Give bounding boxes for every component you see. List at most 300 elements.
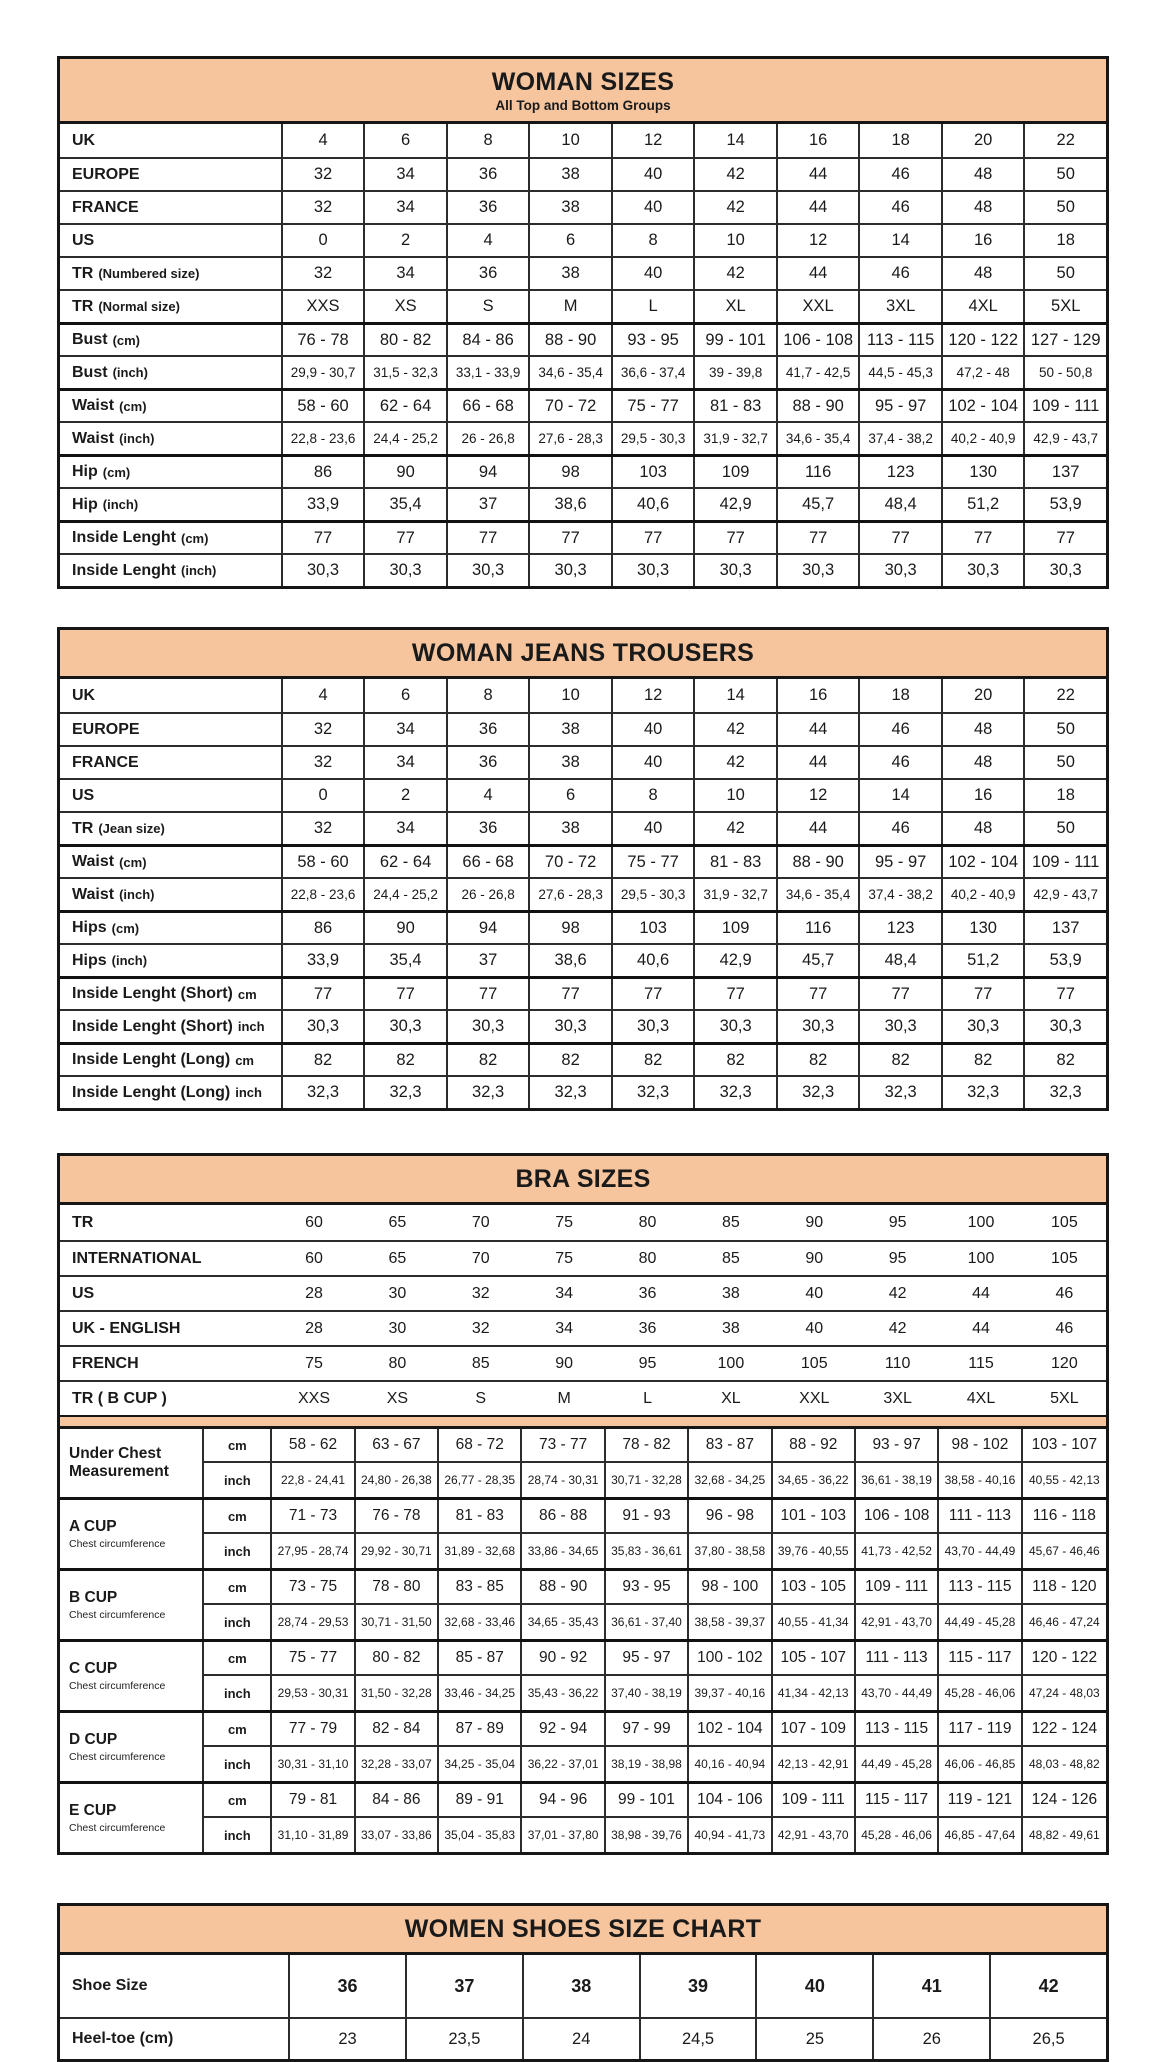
row-label-text: Waist xyxy=(72,853,115,870)
value-cell: 98 xyxy=(530,913,613,943)
row-label xyxy=(60,258,283,289)
value-cell: 46 xyxy=(1055,1319,1074,1337)
value-cell: 47,2 - 48 xyxy=(943,357,1026,388)
value-cell: 77 xyxy=(530,523,613,553)
table-title: WOMAN JEANS TROUSERS xyxy=(411,639,755,667)
table-row xyxy=(60,355,1106,388)
value-cell: 76 - 78 xyxy=(283,325,366,355)
value-cell: 40,94 - 41,73 xyxy=(689,1818,772,1852)
row-label-text: Heel-toe (cm) xyxy=(72,2030,174,2047)
cup-row-group xyxy=(60,1429,1106,1497)
row-label-text: Waist xyxy=(72,429,115,447)
table-row xyxy=(60,1955,1106,2017)
value-cell: 46 xyxy=(860,159,943,190)
value-cell: 12 xyxy=(778,780,861,811)
row-label xyxy=(60,357,283,388)
value-cell: 30,3 xyxy=(943,1011,1026,1042)
value-cell: XL xyxy=(721,1389,741,1407)
value-cell: 32 xyxy=(283,192,366,223)
value-cell: 42 xyxy=(695,813,778,844)
row-label-text: Inside Lenght (Short) xyxy=(72,985,233,1002)
value-cell: 44 xyxy=(972,1319,990,1337)
cup-sublabel: Chest circumference xyxy=(69,1679,166,1692)
value-cell: 124 - 126 xyxy=(1023,1784,1106,1818)
table-row xyxy=(60,844,1106,877)
table-row xyxy=(60,1042,1106,1075)
value-cell: 116 xyxy=(778,913,861,943)
row-label-text: TR xyxy=(72,819,94,837)
table-row xyxy=(60,2017,1106,2059)
row-label xyxy=(60,747,283,778)
value-cell: 40,2 - 40,9 xyxy=(943,423,1026,454)
value-cell: 42 xyxy=(695,192,778,223)
value-cell: 109 - 111 xyxy=(773,1784,856,1818)
value-cell: 38,58 - 39,37 xyxy=(689,1605,772,1639)
value-cell: 94 - 96 xyxy=(522,1784,605,1818)
table-subtitle: All Top and Bottom Groups xyxy=(495,98,671,113)
table-row xyxy=(60,124,1106,157)
value-cell: 87 - 89 xyxy=(439,1713,522,1747)
value-cell: 65 xyxy=(388,1213,407,1231)
value-cell: 38,19 - 38,98 xyxy=(606,1747,689,1781)
value-cell: 45,7 xyxy=(778,489,861,520)
value-cell: 35,04 - 35,83 xyxy=(439,1818,522,1852)
value-cell: 73 - 75 xyxy=(272,1571,355,1605)
value-cell: 43,70 - 44,49 xyxy=(856,1676,939,1710)
value-cell: 14 xyxy=(695,679,778,712)
value-cell: 8 xyxy=(613,225,696,256)
value-cell: 28 xyxy=(305,1319,323,1337)
row-label xyxy=(60,1205,272,1240)
value-cell: 32,3 xyxy=(943,1077,1026,1108)
value-cell: 95 xyxy=(888,1213,907,1231)
value-cell: 77 xyxy=(530,979,613,1009)
value-cell: 36 xyxy=(448,159,531,190)
value-cell: 14 xyxy=(860,780,943,811)
table-row xyxy=(60,1380,1106,1415)
row-label xyxy=(60,124,283,157)
value-cell: 50 xyxy=(1056,165,1075,183)
table-title: WOMAN SIZES xyxy=(491,68,675,96)
row-label-text: Hips xyxy=(72,951,107,969)
value-cell: 33,1 - 33,9 xyxy=(448,357,531,388)
row-label-text: Bust xyxy=(72,363,108,381)
cup-sublabel: Chest circumference xyxy=(69,1821,166,1834)
row-label-unit: (cm) xyxy=(111,920,140,936)
value-cell: 40 xyxy=(757,1955,874,2017)
row-label-text: Inside Lenght xyxy=(72,529,176,546)
value-cell: 31,9 - 32,7 xyxy=(695,423,778,454)
value-cell: 90 xyxy=(555,1354,574,1372)
value-cell: 88 - 90 xyxy=(778,391,861,421)
row-label-text: Inside Lenght (Long) xyxy=(72,1051,231,1068)
value-cell: 36,6 - 37,4 xyxy=(613,357,696,388)
value-cell: M xyxy=(557,1389,571,1407)
value-cell: 58 - 60 xyxy=(283,847,366,877)
value-cell: 44,49 - 45,28 xyxy=(856,1747,939,1781)
value-cell: 77 - 79 xyxy=(272,1713,355,1747)
table-title: BRA SIZES xyxy=(515,1165,651,1193)
value-cell: 120 xyxy=(1051,1354,1078,1372)
value-cell: 16 xyxy=(943,780,1026,811)
unit-inch-label: inch xyxy=(204,1463,272,1497)
table-row xyxy=(60,1275,1106,1310)
value-cell: 90 xyxy=(365,457,448,487)
unit-cm-label: cm xyxy=(204,1500,272,1534)
value-cell: 30,3 xyxy=(613,1011,696,1042)
value-cell: 95 - 97 xyxy=(860,847,943,877)
value-cell: 85 xyxy=(471,1354,490,1372)
row-label-unit: (inch) xyxy=(111,953,148,968)
row-label xyxy=(60,391,283,421)
value-cell: XS xyxy=(365,291,448,322)
value-cell: 28 xyxy=(305,1284,323,1302)
table-row xyxy=(60,487,1106,520)
value-cell: 35,83 - 36,61 xyxy=(606,1534,689,1568)
value-cell: 84 - 86 xyxy=(448,325,531,355)
value-cell: 98 - 102 xyxy=(939,1429,1022,1463)
value-cell: 48,82 - 49,61 xyxy=(1028,1828,1100,1842)
value-cell: 0 xyxy=(283,780,366,811)
value-cell: 44 xyxy=(778,714,861,745)
row-label xyxy=(60,1242,272,1275)
value-cell: 75 - 77 xyxy=(613,391,696,421)
value-cell: 40 xyxy=(613,747,696,778)
value-cell: 35,43 - 36,22 xyxy=(522,1676,605,1710)
value-cell: 36,61 - 38,19 xyxy=(856,1463,939,1497)
row-label-text: Waist xyxy=(72,885,115,903)
value-cell: 40,16 - 40,94 xyxy=(689,1747,772,1781)
row-label-text: Hip xyxy=(72,463,98,480)
table-row xyxy=(60,1009,1106,1042)
row-label xyxy=(60,879,283,910)
row-label xyxy=(60,1045,283,1075)
value-cell: 82 xyxy=(943,1045,1026,1075)
value-cell: 66 - 68 xyxy=(448,391,531,421)
row-label xyxy=(60,1277,272,1310)
value-cell: 85 - 87 xyxy=(439,1642,522,1676)
value-cell: 46 xyxy=(860,747,943,778)
row-label-text: TR xyxy=(72,297,94,315)
value-cell: 40 xyxy=(613,813,696,844)
value-cell: 75 xyxy=(555,1249,574,1267)
value-cell: 12 xyxy=(613,124,696,157)
value-cell: 6 xyxy=(530,225,613,256)
cup-label xyxy=(60,1429,204,1497)
row-label xyxy=(60,457,283,487)
value-cell: 45,67 - 46,46 xyxy=(1028,1544,1100,1558)
table-title: WOMEN SHOES SIZE CHART xyxy=(404,1915,762,1943)
value-cell: 36 xyxy=(290,1955,407,2017)
value-cell: 39 xyxy=(641,1955,758,2017)
value-cell: 95 xyxy=(638,1354,657,1372)
value-cell: 38 xyxy=(524,1955,641,2017)
row-label xyxy=(60,913,283,943)
value-cell: 42,9 - 43,7 xyxy=(1033,431,1098,446)
value-cell: 77 xyxy=(448,523,531,553)
value-cell: 95 - 97 xyxy=(606,1642,689,1676)
value-cell: 58 - 60 xyxy=(283,391,366,421)
row-label xyxy=(60,1347,272,1380)
value-cell: XXS xyxy=(283,291,366,322)
value-cell: 109 xyxy=(695,913,778,943)
value-cell: 20 xyxy=(943,679,1026,712)
value-cell: 77 xyxy=(943,979,1026,1009)
value-cell: 130 xyxy=(943,913,1026,943)
value-cell: 44,49 - 45,28 xyxy=(939,1605,1022,1639)
value-cell: 46,06 - 46,85 xyxy=(939,1747,1022,1781)
value-cell: 37 xyxy=(407,1955,524,2017)
value-cell: 26 - 26,8 xyxy=(448,879,531,910)
value-cell: 31,5 - 32,3 xyxy=(365,357,448,388)
row-label-text: UK xyxy=(72,686,96,704)
value-cell: 94 xyxy=(448,913,531,943)
row-label xyxy=(60,780,283,811)
value-cell: 77 xyxy=(365,979,448,1009)
value-cell: XXL xyxy=(778,291,861,322)
value-cell: 97 - 99 xyxy=(606,1713,689,1747)
value-cell: 76 - 78 xyxy=(356,1500,439,1534)
value-cell: 82 xyxy=(860,1045,943,1075)
value-cell: 44 xyxy=(778,747,861,778)
row-label-text: UK - ENGLISH xyxy=(72,1319,181,1337)
value-cell: 109 - 111 xyxy=(856,1571,939,1605)
value-cell: 83 - 85 xyxy=(439,1571,522,1605)
value-cell: 30,71 - 31,50 xyxy=(356,1605,439,1639)
value-cell: 10 xyxy=(695,780,778,811)
row-label xyxy=(60,979,283,1009)
value-cell: 16 xyxy=(778,679,861,712)
row-label-unit: (inch) xyxy=(119,431,155,446)
value-cell: 50 xyxy=(1056,753,1075,771)
value-cell: 24,5 xyxy=(641,2019,758,2059)
unit-cm-label: cm xyxy=(204,1642,272,1676)
value-cell: 137 xyxy=(1051,462,1080,481)
row-label-text: Hip xyxy=(72,495,98,513)
value-cell: 50 xyxy=(1056,198,1075,216)
value-cell: 77 xyxy=(860,979,943,1009)
row-label-text: Inside Lenght (Long) xyxy=(72,1083,231,1101)
value-cell: 77 xyxy=(778,979,861,1009)
value-cell: 51,2 xyxy=(943,489,1026,520)
value-cell: 77 xyxy=(860,523,943,553)
value-cell: 4XL xyxy=(966,1389,996,1407)
value-cell: 44 xyxy=(778,192,861,223)
value-cell: 116 xyxy=(778,457,861,487)
value-cell: 12 xyxy=(778,225,861,256)
value-cell: 37 xyxy=(448,945,531,976)
value-cell: 53,9 xyxy=(1049,951,1082,969)
value-cell: 48,4 xyxy=(860,945,943,976)
value-cell: 37,01 - 37,80 xyxy=(522,1818,605,1852)
value-cell: 90 xyxy=(805,1249,824,1267)
value-cell: 38 xyxy=(721,1319,740,1337)
value-cell: 46 xyxy=(1055,1284,1074,1302)
row-label-unit: (cm) xyxy=(112,332,141,348)
value-cell: 4 xyxy=(448,225,531,256)
table-row xyxy=(60,454,1106,487)
row-label-unit: cm xyxy=(237,986,257,1002)
value-cell: 30,3 xyxy=(365,1011,448,1042)
value-cell: 4 xyxy=(283,679,366,712)
value-cell: 94 xyxy=(448,457,531,487)
value-cell: 48,4 xyxy=(860,489,943,520)
value-cell: 6 xyxy=(530,780,613,811)
value-cell: 104 - 106 xyxy=(689,1784,772,1818)
unit-inch-label: inch xyxy=(204,1534,272,1568)
value-cell: 77 xyxy=(943,523,1026,553)
value-cell: 42,91 - 43,70 xyxy=(773,1818,856,1852)
value-cell: 33,86 - 34,65 xyxy=(522,1534,605,1568)
value-cell: 47,24 - 48,03 xyxy=(1028,1686,1100,1700)
value-cell: 32 xyxy=(471,1284,490,1302)
value-cell: 85 xyxy=(721,1213,740,1231)
table-row xyxy=(60,943,1106,976)
value-cell: 39,37 - 40,16 xyxy=(689,1676,772,1710)
row-label xyxy=(60,423,283,454)
value-cell: XXL xyxy=(799,1389,830,1407)
value-cell: 66 - 68 xyxy=(448,847,531,877)
table-row xyxy=(60,256,1106,289)
table-row xyxy=(60,289,1106,322)
value-cell: 48,03 - 48,82 xyxy=(1028,1757,1100,1771)
value-cell: 40,55 - 41,34 xyxy=(773,1605,856,1639)
value-cell: 32,3 xyxy=(778,1077,861,1108)
value-cell: 39,76 - 40,55 xyxy=(773,1534,856,1568)
value-cell: 36 xyxy=(448,714,531,745)
value-cell: 110 xyxy=(884,1354,911,1372)
value-cell: 62 - 64 xyxy=(365,391,448,421)
value-cell: 63 - 67 xyxy=(356,1429,439,1463)
woman-jeans-trousers-header xyxy=(60,630,1106,679)
value-cell: 41 xyxy=(874,1955,991,2017)
value-cell: 32,68 - 34,25 xyxy=(689,1463,772,1497)
value-cell: 77 xyxy=(1056,984,1075,1003)
value-cell: 118 - 120 xyxy=(1023,1571,1106,1605)
value-cell: 29,5 - 30,3 xyxy=(613,879,696,910)
women-shoes-size-chart-table xyxy=(57,1903,1109,2062)
table-row xyxy=(60,553,1106,586)
row-label-unit: (inch) xyxy=(112,365,148,380)
value-cell: 98 - 100 xyxy=(689,1571,772,1605)
value-cell: 38,98 - 39,76 xyxy=(606,1818,689,1852)
value-cell: 77 xyxy=(1056,528,1075,547)
value-cell: 50 xyxy=(1056,264,1075,282)
row-label-text: Inside Lenght xyxy=(72,561,176,579)
value-cell: 42 xyxy=(695,747,778,778)
value-cell: 2 xyxy=(365,780,448,811)
woman-jeans-trousers-table xyxy=(57,627,1109,1111)
value-cell: 35,4 xyxy=(365,945,448,976)
value-cell: 100 xyxy=(967,1213,995,1231)
value-cell: 86 xyxy=(283,457,366,487)
value-cell: 82 xyxy=(448,1045,531,1075)
value-cell: 88 - 90 xyxy=(522,1571,605,1605)
value-cell: 8 xyxy=(448,124,531,157)
table-row xyxy=(60,1345,1106,1380)
value-cell: 77 xyxy=(778,523,861,553)
value-cell: 30 xyxy=(388,1284,407,1302)
value-cell: 32,3 xyxy=(613,1077,696,1108)
row-label xyxy=(60,847,283,877)
row-label xyxy=(60,1312,272,1345)
value-cell: 102 - 104 xyxy=(943,847,1026,877)
value-cell: 34 xyxy=(365,159,448,190)
bra-sizes-table xyxy=(57,1153,1109,1855)
cup-name: E CUP xyxy=(69,1802,117,1820)
value-cell: 28,74 - 29,53 xyxy=(272,1605,355,1639)
value-cell: 31,9 - 32,7 xyxy=(695,879,778,910)
value-cell: 34 xyxy=(555,1284,574,1302)
value-cell: 77 xyxy=(365,523,448,553)
value-cell: 32 xyxy=(283,714,366,745)
value-cell: 70 xyxy=(471,1249,490,1267)
row-label-unit: cm xyxy=(235,1052,254,1068)
row-label-text: INTERNATIONAL xyxy=(72,1249,202,1267)
value-cell: 32,3 xyxy=(283,1077,366,1108)
value-cell: 99 - 101 xyxy=(606,1784,689,1818)
value-cell: 123 xyxy=(860,913,943,943)
row-label xyxy=(60,159,283,190)
table-row xyxy=(60,1075,1106,1108)
cup-label xyxy=(60,1784,204,1852)
value-cell: 41,73 - 42,52 xyxy=(856,1534,939,1568)
value-cell: 24,4 - 25,2 xyxy=(365,879,448,910)
row-label xyxy=(60,325,283,355)
value-cell: 38,6 xyxy=(530,489,613,520)
row-label-unit: (inch) xyxy=(181,563,217,578)
row-label-text: TR xyxy=(72,1213,94,1231)
value-cell: 30,3 xyxy=(860,1011,943,1042)
value-cell: 30,3 xyxy=(778,1011,861,1042)
value-cell: 95 xyxy=(888,1249,907,1267)
value-cell: 105 - 107 xyxy=(773,1642,856,1676)
value-cell: 90 xyxy=(365,913,448,943)
value-cell: 33,9 xyxy=(283,945,366,976)
row-label-text: TR ( B CUP ) xyxy=(72,1389,167,1407)
table-row xyxy=(60,976,1106,1009)
row-label-text: FRANCE xyxy=(72,753,139,771)
unit-cm-label: cm xyxy=(204,1784,272,1818)
value-cell: 40 xyxy=(805,1319,824,1337)
value-cell: 30,3 xyxy=(1049,1017,1082,1035)
value-cell: XS xyxy=(386,1389,409,1407)
row-label-unit: (Normal size) xyxy=(98,299,180,314)
unit-inch-label: inch xyxy=(204,1747,272,1781)
value-cell: 105 xyxy=(1051,1249,1078,1267)
value-cell: 26,5 xyxy=(1032,2029,1065,2048)
value-cell: 111 - 113 xyxy=(939,1500,1022,1534)
value-cell: 53,9 xyxy=(1049,495,1082,513)
value-cell: 4 xyxy=(448,780,531,811)
row-label-text: US xyxy=(72,786,95,804)
value-cell: 84 - 86 xyxy=(356,1784,439,1818)
row-label-text: UK xyxy=(72,131,96,149)
value-cell: 36 xyxy=(638,1319,657,1337)
table-row xyxy=(60,1310,1106,1345)
cup-row-group xyxy=(60,1497,1106,1568)
value-cell: 18 xyxy=(1056,786,1075,804)
row-label-unit: (Jean size) xyxy=(98,821,165,836)
value-cell: 88 - 90 xyxy=(778,847,861,877)
row-label-unit: (cm) xyxy=(119,398,147,414)
cup-sublabel: Chest circumference xyxy=(69,1750,166,1763)
value-cell: 82 xyxy=(530,1045,613,1075)
value-cell: 44,5 - 45,3 xyxy=(860,357,943,388)
table-row xyxy=(60,322,1106,355)
value-cell: 82 xyxy=(695,1045,778,1075)
value-cell: 34,25 - 35,04 xyxy=(439,1747,522,1781)
